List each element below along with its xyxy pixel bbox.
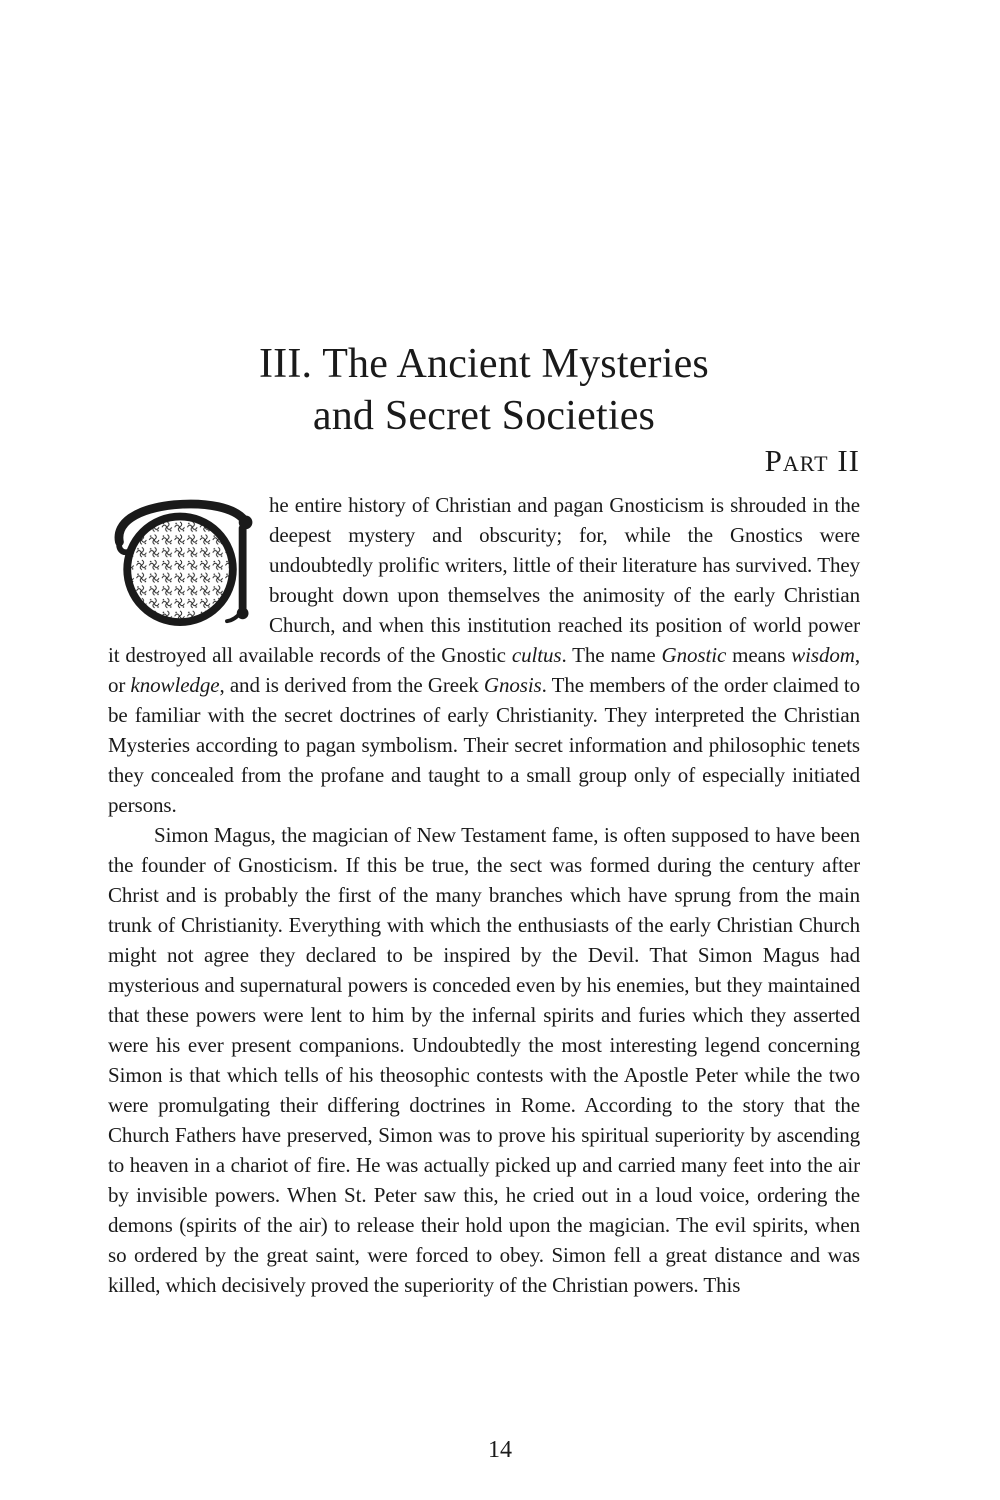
- chapter-title-line-2: and Secret Societies: [312, 393, 656, 439]
- part-label: Part II: [764, 443, 860, 478]
- page-number: 14: [488, 1437, 512, 1463]
- paragraph-2: Simon Magus, the magician of New Testament fame, is often supposed to have been the founder of Gnosticism. If this be true, the sect was formed during the century after Christ and is probably the first of the many branches which have sprung from the main trunk of Christianity. Everything with which the enthusiasts of the early Christian Church might not agree they declared to be inspired by the Devil. That Simon Magus had mysterious and supernatural powers is conceded even by his enemies, but they maintained that these powers were lent to him by the infernal spirits and furies which they asserted were his ever present companions. Undoubtedly the most interesting legend concerning Simon is that which tells of his theosophic contests with the Apostle Peter while the two were promulgating their differing doctrines in Rome. According to the story that the Church Fathers have preserved, Simon was to prove his spiritual superiority by ascending to heaven in a chariot of fire. He was actually picked up and carried many feet into the air by invisible powers. When St. Peter saw this, he cried out in a loud voice, ordering the demons (spirits of the air) to release their hold upon the magician. The evil spirits, when so ordered by the great saint, were forced to obey. Simon fell a great distance and was killed, which decisively proved the superiority of the Christian powers. This: [108, 823, 860, 1297]
- paragraph-1: [108, 490, 860, 820]
- illuminated-initial-icon: [108, 495, 256, 628]
- chapter-title-line-1: III. The Ancient Mysteries: [259, 341, 709, 387]
- body-text: [108, 490, 860, 1300]
- text-column: [108, 338, 860, 1300]
- paragraph-1-text: he entire history of Christian and pagan Gnosticism is shrouded in the deepest mystery and obscurity; for, while the Gnostics were undoubtedly prolific writers, little of their literature has survived. They brought down upon themselves the animosity of the early Christian Church, and when this institution reached its position of world power it destroyed all available records of the Gnostic cultus. The name Gnostic means wisdom, or knowledge, and is derived from the Greek Gnosis. The members of the order claimed to be familiar with the secret doctrines of early Christianity. They interpreted the Christian Mysteries according to pagan symbolism. Their secret information and philosophic tenets they concealed from the profane and taught to a small group only of especially initiated persons.: [108, 493, 860, 817]
- chapter-title: [108, 338, 860, 442]
